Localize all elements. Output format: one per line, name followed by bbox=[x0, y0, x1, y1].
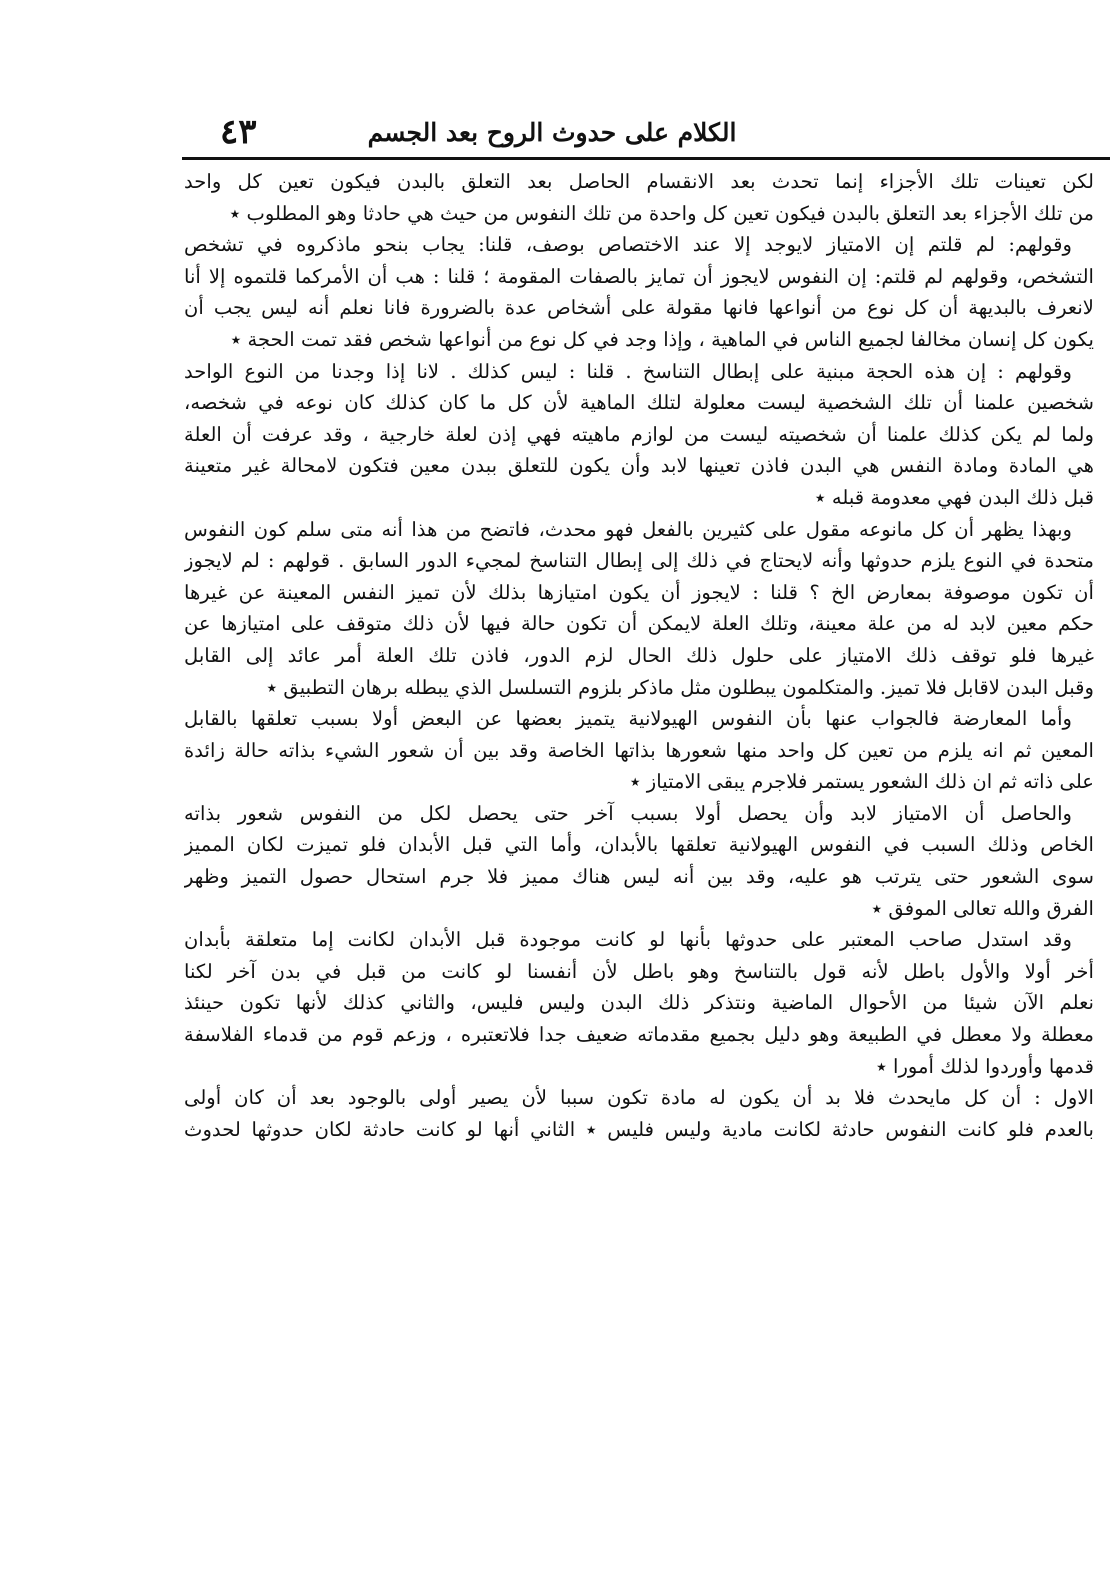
text-line: من تلك الأجزاء بعد التعلق بالبدن فيكون تعين كل واحدة من تلك النفوس من حيث هي حادثا وهو المطلوب ٭ bbox=[229, 201, 1094, 225]
page-number: ٤٣ bbox=[220, 112, 257, 152]
text-line: وقد استدل صاحب المعتبر على حدوثها بأنها لو كانت موجودة قبل الأبدان لكانت إما متعلقة بأبدان bbox=[184, 928, 1072, 952]
text-line: وأما المعارضة فالجواب عنها بأن النفوس الهيولانية يتميز بعضها عن البعض أولا بسبب تعلقها بالقابل bbox=[184, 707, 1072, 731]
text-line: غيرها فلو توقف ذلك الامتياز على حلول ذلك الحال لزم الدور، فاذن تلك العلة أمر عائد إلى القابل bbox=[184, 643, 1094, 667]
page-header bbox=[182, 110, 922, 158]
text-line: لانعرف بالبديهة أن كل نوع من أنواعها فانها مقولة على أشخاص عدة بالضرورة فانا نعلم أنه ليس يجب أن bbox=[184, 296, 1094, 320]
text-line: نعلم الآن شيئا من الأحوال الماضية ونتذكر ذلك البدن وليس فليس، والثاني كذلك لأنها تكون حينئذ bbox=[184, 991, 1094, 1015]
text-line: وقولهم : إن هذه الحجة مبنية على إبطال التناسخ . قلنا : ليس كذلك . لانا إذا وجدنا من النوع الواحد bbox=[184, 359, 1072, 383]
text-line: قدمها وأوردوا لذلك أمورا ٭ bbox=[876, 1054, 1094, 1078]
text-line: وقولهم: لم قلتم إن الامتياز لايوجد إلا عند الاختصاص بوصف، قلنا: يجاب بنحو ماذكروه في تشخص bbox=[184, 233, 1072, 257]
text-line: معطلة ولا معطل في الطبيعة وهو دليل بجميع مقدماته ضعيف جدا فلاتعتبره ، وزعم قوم من قدماء الفلاسفة bbox=[184, 1023, 1094, 1047]
text-line: شخصين علمنا أن تلك الشخصية ليست معلولة لتلك الماهية لأن كل ما كان كذلك كان نوعه في شخصه، bbox=[184, 391, 1094, 415]
text-line: الخاص وذلك السبب في النفوس الهيولانية تعلقها بالأبدان، وأما التي قبل الأبدان فلو تميزت لكان المميز bbox=[184, 833, 1094, 857]
text-line: سوى الشعور حتى يترتب هو عليه، وقد بين أنه ليس هناك مميز فلا جرم استحال حصول التميز وظهر bbox=[184, 865, 1094, 889]
text-line: أخر أولا والأول باطل لأنه قول بالتناسخ وهو باطل لأن أنفسنا لو كانت من قبل في بدن آخر لكنا bbox=[184, 959, 1094, 983]
text-line: هي المادة ومادة النفس هي البدن فاذن تعينها لابد وأن يكون للتعلق ببدن معين فتكون لامحالة غير متعينة bbox=[184, 454, 1094, 478]
text-line: قبل ذلك البدن فهي معدومة قبله ٭ bbox=[814, 485, 1094, 509]
text-line: المعين ثم انه يلزم من تعين كل واحد منها شعورها بذاتها الخاصة وقد بين أن شعور الشيء بذاته حالة زائدة bbox=[184, 738, 1094, 762]
text-line: أن تكون موصوفة بمعارض الخ ؟ قلنا : لايجوز أن يكون امتيازها بذلك لأن تميز النفس المعينة عن غيرها bbox=[184, 580, 1094, 604]
text-line: الفرق والله تعالى الموفق ٭ bbox=[871, 896, 1094, 920]
text-line: بالعدم فلو كانت النفوس حادثة لكانت مادية وليس فليس ٭ الثاني أنها لو كانت حادثة لكان حدوثها لحدوث bbox=[184, 1117, 1094, 1141]
text-line: الاول : أن كل مايحدث فلا بد أن يكون له مادة تكون سببا لأن يصير أولى بالوجود بعد أن كان أولى bbox=[184, 1086, 1094, 1110]
text-line: على ذاته ثم ان ذلك الشعور يستمر فلاجرم يبقى الامتياز ٭ bbox=[629, 770, 1094, 794]
text-line: يكون كل إنسان مخالفا لجميع الناس في الماهية ، وإذا وجد في كل نوع من أنواعها شخص فقد تمت الحجة ٭ bbox=[230, 327, 1094, 351]
text-line: والحاصل أن الامتياز لابد وأن يحصل أولا بسبب آخر حتى يحصل لكل من النفوس شعور بذاته bbox=[184, 801, 1072, 825]
text-line: لكن تعينات تلك الأجزاء إنما تحدث بعد الانقسام الحاصل بعد التعلق بالبدن فيكون تعين كل واحد bbox=[184, 170, 1094, 193]
body-text bbox=[184, 166, 1094, 1145]
text-line: وبهذا يظهر أن كل مانوعه مقول على كثيرين بالفعل فهو محدث، فاتضح من هذا أنه متى سلم كون النفوس bbox=[184, 517, 1072, 541]
text-line: متحدة في النوع يلزم حدوثها وأنه لايحتاج في ذلك إلى إبطال التناسخ لمجيء الدور السابق . قولهم : لم لايجوز bbox=[184, 549, 1094, 573]
text-line: ولما لم يكن كذلك علمنا أن شخصيته ليست من لوازم ماهيته فهي إذن لعلة خارجية ، وقد عرفت أن العلة bbox=[184, 422, 1094, 446]
text-line: وقبل البدن لاقابل فلا تميز. والمتكلمون يبطلون مثل ماذكر بلزوم التسلسل الذي يبطله برهان التطبيق ٭ bbox=[266, 675, 1094, 699]
text-line: حكم معين لابد له من علة معينة، وتلك العلة لايمكن أن تكون حالة فيها لأن ذلك متوقف على امتيازها عن bbox=[184, 612, 1094, 636]
header-rule bbox=[182, 157, 1110, 160]
running-title: الكلام على حدوث الروح بعد الجسم bbox=[367, 118, 737, 147]
text-line: التشخص، وقولهم لم قلتم: إن النفوس لايجوز أن تمايز بالصفات المقومة ؛ قلنا : هب أن الأمركما قلتموه إلا أنا bbox=[184, 264, 1094, 288]
